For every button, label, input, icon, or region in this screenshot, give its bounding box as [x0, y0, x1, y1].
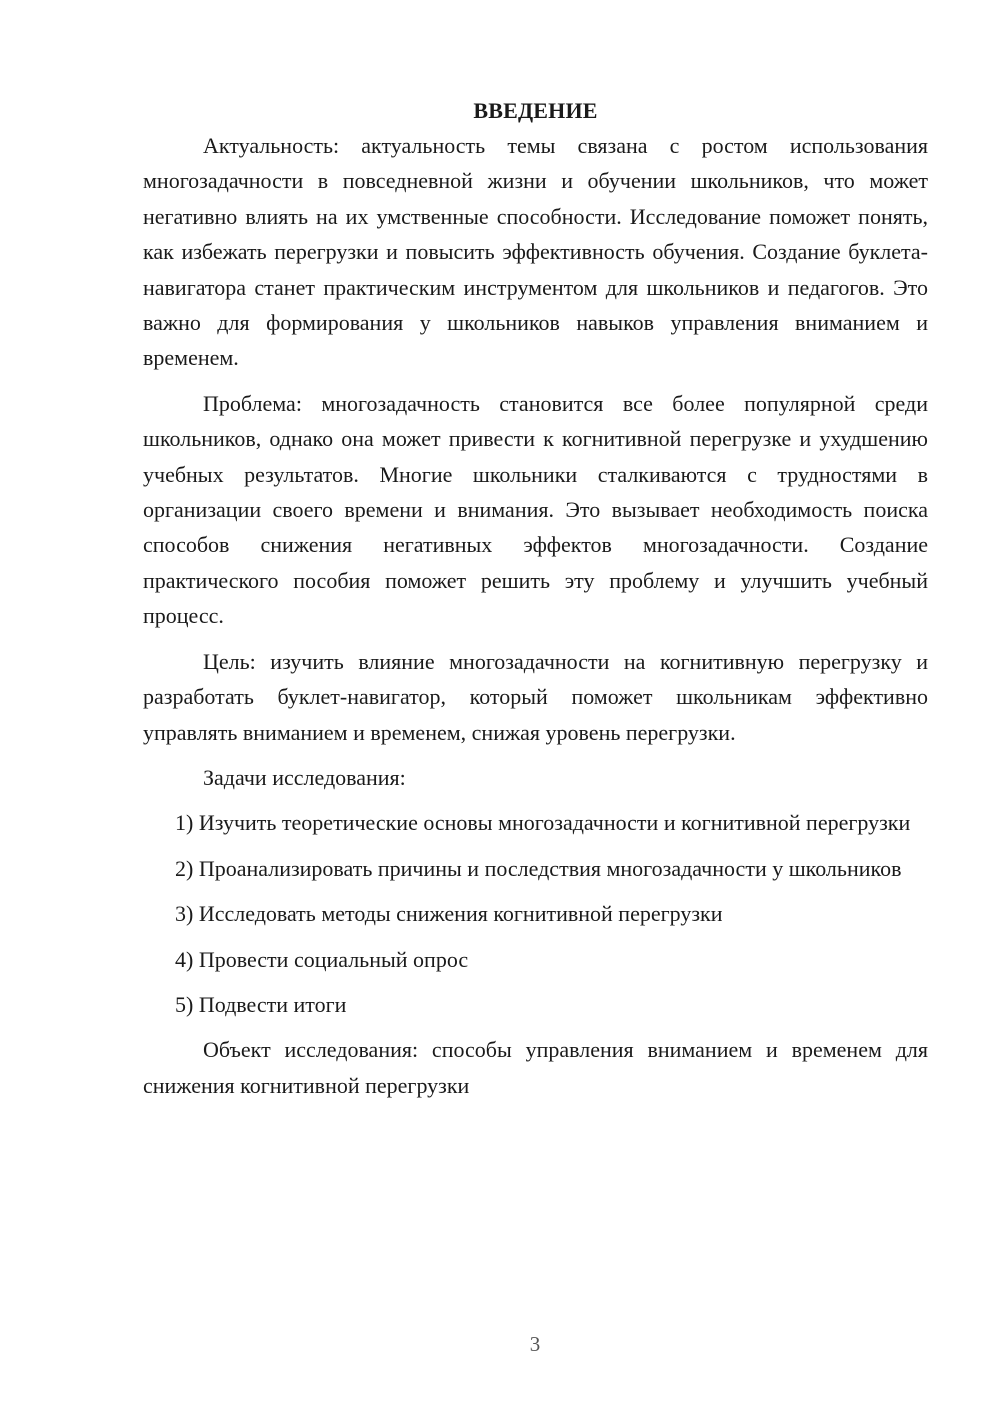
tasks-heading: Задачи исследования: [203, 764, 406, 790]
page-number: 3 [529, 1332, 541, 1356]
paragraph-goal: Цель: изучить влияние многозадачности на когнитивную перегрузку и разработать буклет-навигатор, который поможет школьникам эффективно управлять вниманием и временем, снижая уровень перегрузки. [143, 648, 928, 745]
page-title: ВВЕДЕНИЕ [473, 98, 598, 123]
task-item-3: 3) Исследовать методы снижения когнитивной перегрузки [175, 901, 723, 927]
document-page [143, 93, 928, 1113]
paragraph-relevance: Актуальность: актуальность темы связана с ростом использования многозадачности в повседневной жизни и обучении школьников, что может негативно влиять на их умственные способности. Исследование поможет понять, как избежать перегрузки и повысить эффективность обучения. Создание буклета-навигатора станет практическим инструментом для школьников и педагогов. Это важно для формирования у школьников навыков управления вниманием и временем. [143, 133, 928, 371]
paragraph-object: Объект исследования: способы управления вниманием и временем для снижения когнитивной перегрузки [143, 1037, 928, 1098]
paragraph-problem: Проблема: многозадачность становится все более популярной среди школьников, однако она может привести к когнитивной перегрузке и ухудшению учебных результатов. Многие школьники сталкиваются с трудностями в организации своего времени и внимания. Это вызывает необходимость поиска способов снижения негативных эффектов многозадачности. Создание практического пособия поможет решить эту проблему и улучшить учебный процесс. [143, 390, 928, 629]
task-item-5: 5) Подвести итоги [175, 991, 347, 1017]
task-item-2: 2) Проанализировать причины и последствия многозадачности у школьников [175, 855, 902, 881]
task-item-1: 1) Изучить теоретические основы многозадачности и когнитивной перегрузки [175, 810, 911, 836]
task-item-4: 4) Провести социальный опрос [175, 946, 469, 972]
